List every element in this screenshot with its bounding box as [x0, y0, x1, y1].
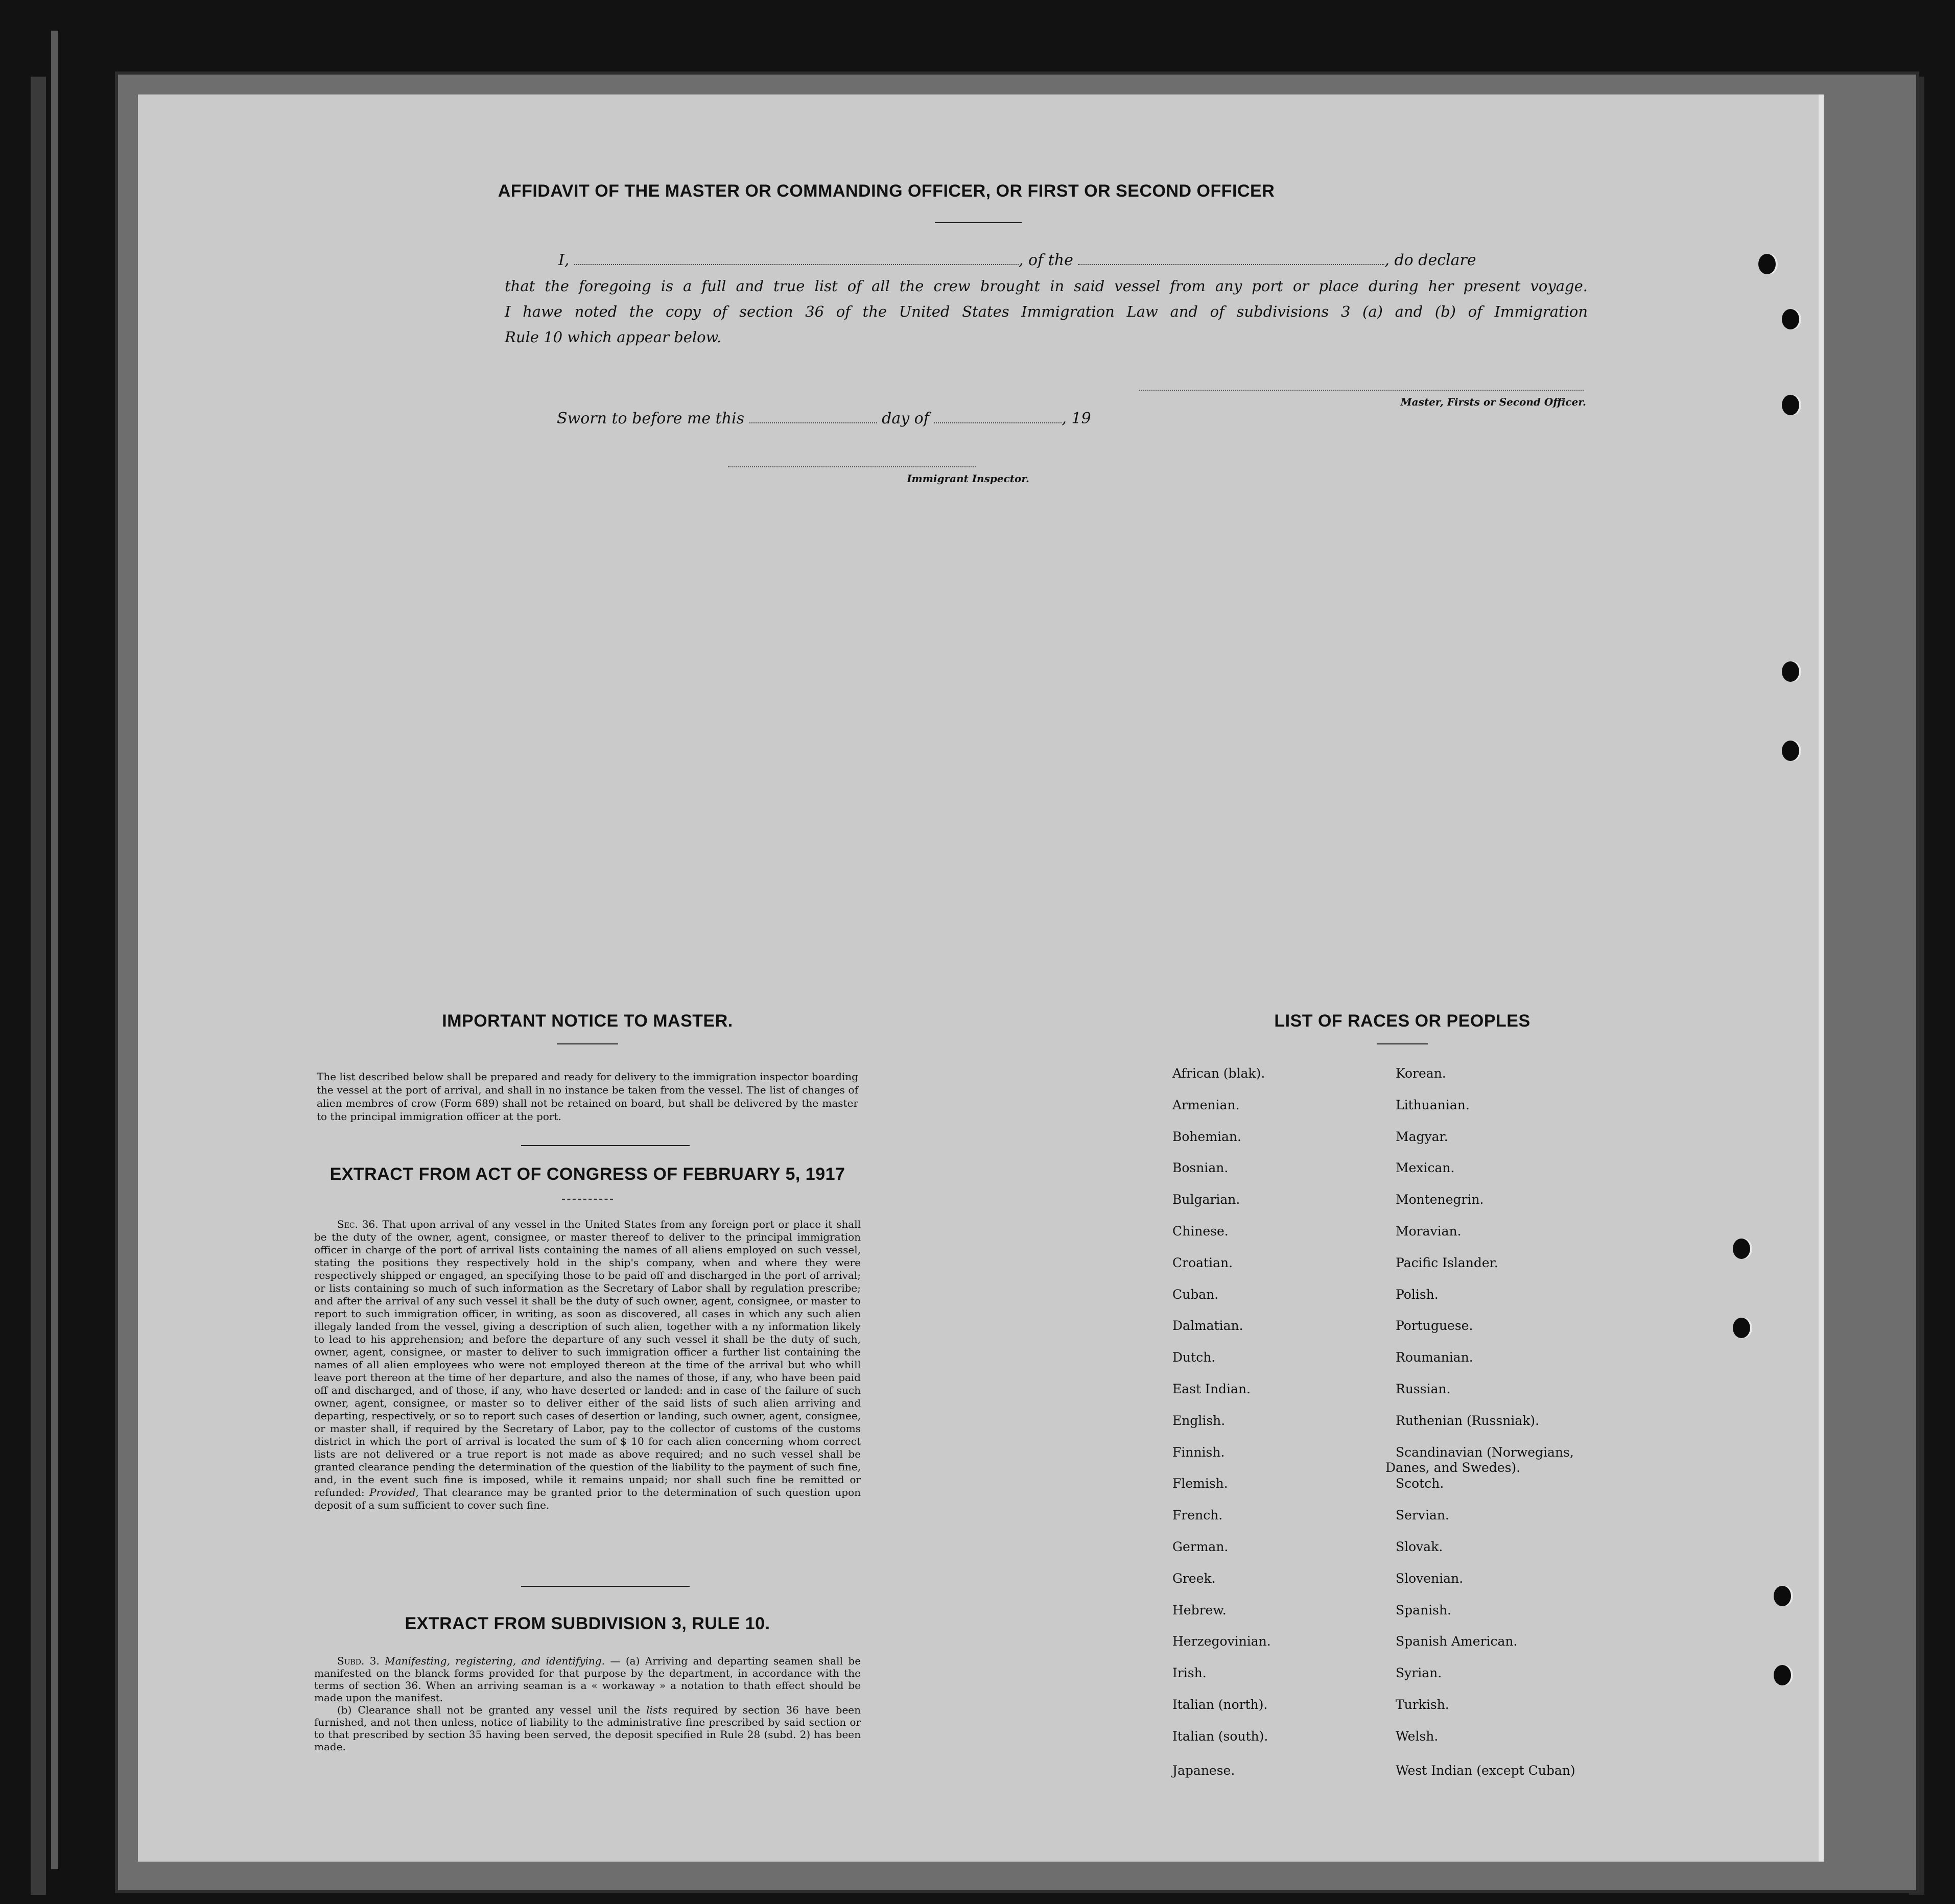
subd-label: Subd. 3. — [337, 1655, 380, 1667]
subd-title: Manifesting, registering, and identifying. — [385, 1655, 605, 1667]
race-item: Croatian. — [1172, 1255, 1233, 1270]
races-title: LIST OF RACES OR PEOPLES — [1274, 1011, 1530, 1031]
race-item: Spanish American. — [1396, 1634, 1518, 1649]
race-item: Italian (south). — [1172, 1728, 1268, 1744]
race-item: Finnish. — [1172, 1444, 1225, 1460]
affidavit-body — [505, 248, 1588, 350]
affidavit-line1-suffix: , do declare — [1384, 251, 1476, 269]
race-item: Korean. — [1396, 1066, 1446, 1081]
race-item: Roumanian. — [1396, 1350, 1473, 1365]
vessel-blank — [1078, 264, 1384, 265]
race-item: Magyar. — [1396, 1129, 1448, 1144]
divider — [521, 1586, 690, 1587]
race-item: Scotch. — [1396, 1476, 1444, 1491]
sworn-suffix: , 19 — [1062, 410, 1091, 427]
divider — [1377, 1043, 1428, 1044]
signature-caption: Master, Firsts or Second Officer. — [1400, 396, 1586, 408]
race-item: Italian (north). — [1172, 1697, 1268, 1712]
scan-border — [31, 77, 46, 1895]
race-item: Armenian. — [1172, 1097, 1240, 1112]
race-item: Scandinavian (Norwegians, — [1396, 1444, 1574, 1460]
inspector-caption: Immigrant Inspector. — [907, 472, 1029, 485]
punch-hole — [1733, 1318, 1750, 1338]
race-item: Mexican. — [1396, 1160, 1455, 1176]
race-item: Syrian. — [1396, 1665, 1442, 1681]
affidavit-line1-prefix: I, — [558, 251, 570, 269]
race-item: Pacific Islander. — [1396, 1255, 1498, 1270]
day-blank — [749, 422, 877, 423]
race-item: Bosnian. — [1172, 1160, 1229, 1176]
rule-text — [314, 1655, 861, 1753]
document-page — [138, 94, 1824, 1862]
divider — [557, 1043, 618, 1044]
race-item: Slovenian. — [1396, 1570, 1464, 1586]
race-item: Irish. — [1172, 1665, 1207, 1681]
race-item: Hebrew. — [1172, 1602, 1227, 1617]
race-item: Moravian. — [1396, 1224, 1462, 1239]
divider — [521, 1145, 690, 1146]
sworn-line — [557, 406, 1091, 432]
race-item: German. — [1172, 1539, 1229, 1554]
race-item: Lithuanian. — [1396, 1097, 1470, 1112]
affidavit-line-1 — [505, 248, 1588, 273]
race-item: Polish. — [1396, 1287, 1439, 1302]
race-item: African (blak). — [1172, 1066, 1265, 1081]
race-item: Ruthenian (Russniak). — [1396, 1413, 1540, 1428]
race-item: Montenegrin. — [1396, 1192, 1484, 1207]
divider — [562, 1199, 613, 1200]
punch-hole — [1782, 309, 1799, 329]
rule-para-a — [314, 1655, 861, 1704]
race-item: Russian. — [1396, 1382, 1451, 1396]
affidavit-line-3: I hawe noted the copy of section 36 of the United States Immigration Law and of subdivisions 3 (a) and (b) of Immigration — [505, 303, 1588, 320]
act-body: That upon arrival of any vessel in the United States from any foreign port or place it shall be the duty of the owner, agent, consignee, or master thereof to deliver to the principal immigration officer in charge of the port of arrival lists containing the names of all aliens employed on such vessel, stating the positions they respectively hold in the ship's company, when and where they were respectively shipped or engaged, an specifying those to be paid off and discharged in the port of arrival; or lists containing so much of such information as the Secretary of Labor shall by regulation prescribe; and after the arrival of any such vessel it shall be the duty of such owner, agent, consignee, or master to report to such immigration officer, in writing, as soon as discovered, all cases in which any such alien illegaly landed from the vessel, giving a description of such alien, together with a ny information likely to lead to his apprehension; and before the departure of any such vessel it shall be the duty of such, owner, agent, consignee, or master to deliver to such immigration officer a further list containing the names of all alien employees who were not employed thereon at the time of the arrival but who whill leave port thereon at the time of her departure, and also the names of those, if any, who have been paid off and discharged, and of those, if any, who have deserted or landed: and in case of the failure of such owner, agent, consignee, or master so to deliver either of the said lists of such alien arriving and departing, respectively, or so to report such cases of desertion or landing, such owner, agent, consignee, or master shall, if required by the Secretary of Labor, pay to the collector of customs of the customs district in which the port of arrival is located the sum of $ 10 for each alien concerning whom correct lists are not delivered or a true report is not made as above required; and no such vessel shall be granted clearance pending the determination of the question of the liability to the payment of such fine, and, in the event such fine is imposed, while it remains unpaid; nor shall such fine be remitted or refunded: — [314, 1218, 861, 1498]
act-text — [314, 1218, 861, 1512]
race-item: Cuban. — [1172, 1287, 1219, 1302]
race-item: Chinese. — [1172, 1224, 1229, 1239]
race-item: Portuguese. — [1396, 1318, 1473, 1334]
affidavit-title: AFFIDAVIT OF THE MASTER OR COMMANDING OFFICER, OR FIRST OR SECOND OFFICER — [498, 181, 1275, 201]
affidavit-line-4: Rule 10 which appear below. — [505, 328, 722, 346]
act-body-end: That clearance may be granted prior to the determination of such question upon deposit of a sum sufficient to cover such fine. — [314, 1486, 861, 1511]
rule-para-b — [314, 1704, 861, 1753]
race-item: Flemish. — [1172, 1476, 1228, 1491]
punch-hole — [1774, 1665, 1791, 1685]
divider — [935, 222, 1022, 223]
race-item: Japanese. — [1172, 1763, 1235, 1778]
affidavit-line1-mid: , of the — [1018, 251, 1073, 269]
name-blank — [574, 264, 1019, 265]
race-item: Dalmatian. — [1172, 1318, 1243, 1334]
month-blank — [934, 422, 1062, 423]
race-item: West Indian (except Cuban) — [1396, 1763, 1575, 1778]
scan-border — [51, 31, 58, 1869]
race-item: East Indian. — [1172, 1382, 1251, 1396]
race-item: Dutch. — [1172, 1350, 1216, 1365]
race-item: English. — [1172, 1413, 1226, 1428]
inspector-line — [728, 466, 976, 467]
race-item: Herzegovinian. — [1172, 1634, 1271, 1649]
sworn-prefix: Sworn to before me this — [557, 410, 745, 427]
rule-title: EXTRACT FROM SUBDIVISION 3, RULE 10. — [405, 1614, 770, 1633]
punch-hole — [1774, 1586, 1791, 1606]
race-item: Spanish. — [1396, 1602, 1452, 1617]
provided-label: Provided, — [369, 1486, 419, 1498]
sworn-mid: day of — [882, 410, 929, 427]
race-item: French. — [1172, 1508, 1223, 1523]
para-b-lists: lists — [646, 1704, 668, 1716]
para-b-prefix: (b) Clearance shall not be granted any vessel unil the — [337, 1704, 641, 1716]
notice-text: The list described below shall be prepared and ready for delivery to the immigration inspector boarding the vessel at the port of arrival, and shall in no instance be taken from the vessel. The list of changes of alien membres of crow (Form 689) shall not be retained on board, but shall be delivered by the master to the principal immigration officer at the port. — [317, 1070, 858, 1123]
race-item: Turkish. — [1396, 1697, 1449, 1712]
punch-hole — [1733, 1239, 1750, 1259]
race-item: Bohemian. — [1172, 1129, 1241, 1144]
affidavit-line-2: that the foregoing is a full and true list of all the crew brought in said vessel from any port or place during her present voyage. — [505, 277, 1588, 295]
sec-label: Sec. 36. — [337, 1218, 379, 1230]
race-item: Slovak. — [1396, 1539, 1443, 1554]
act-title: EXTRACT FROM ACT OF CONGRESS OF FEBRUARY 5, 1917 — [329, 1164, 845, 1184]
punch-hole — [1782, 395, 1799, 415]
subd-para-a: — (a) Arriving and departing seamen shall be manifested on the blanck forms provided for that purpose by the department, in accordance with the terms of section 36. When an arriving seaman is a « workaway » a notation to thath effect should be made upon the manifest. — [314, 1655, 861, 1704]
signature-line — [1139, 390, 1584, 391]
race-item: Danes, and Swedes). — [1385, 1460, 1521, 1475]
race-item: Greek. — [1172, 1570, 1216, 1586]
punch-hole — [1758, 254, 1776, 274]
punch-hole — [1782, 741, 1799, 761]
race-item: Welsh. — [1396, 1728, 1439, 1744]
para-b-rest: required by section 36 have been furnished, and not then unless, notice of liability to the administrative fine prescribed by said section or to that prescribed by section 35 having been served, the deposit specified in Rule 28 (subd. 2) has been made. — [314, 1704, 861, 1753]
punch-hole — [1782, 661, 1799, 682]
race-item: Bulgarian. — [1172, 1192, 1240, 1207]
notice-title: IMPORTANT NOTICE TO MASTER. — [442, 1011, 733, 1031]
race-item: Servian. — [1396, 1508, 1449, 1523]
